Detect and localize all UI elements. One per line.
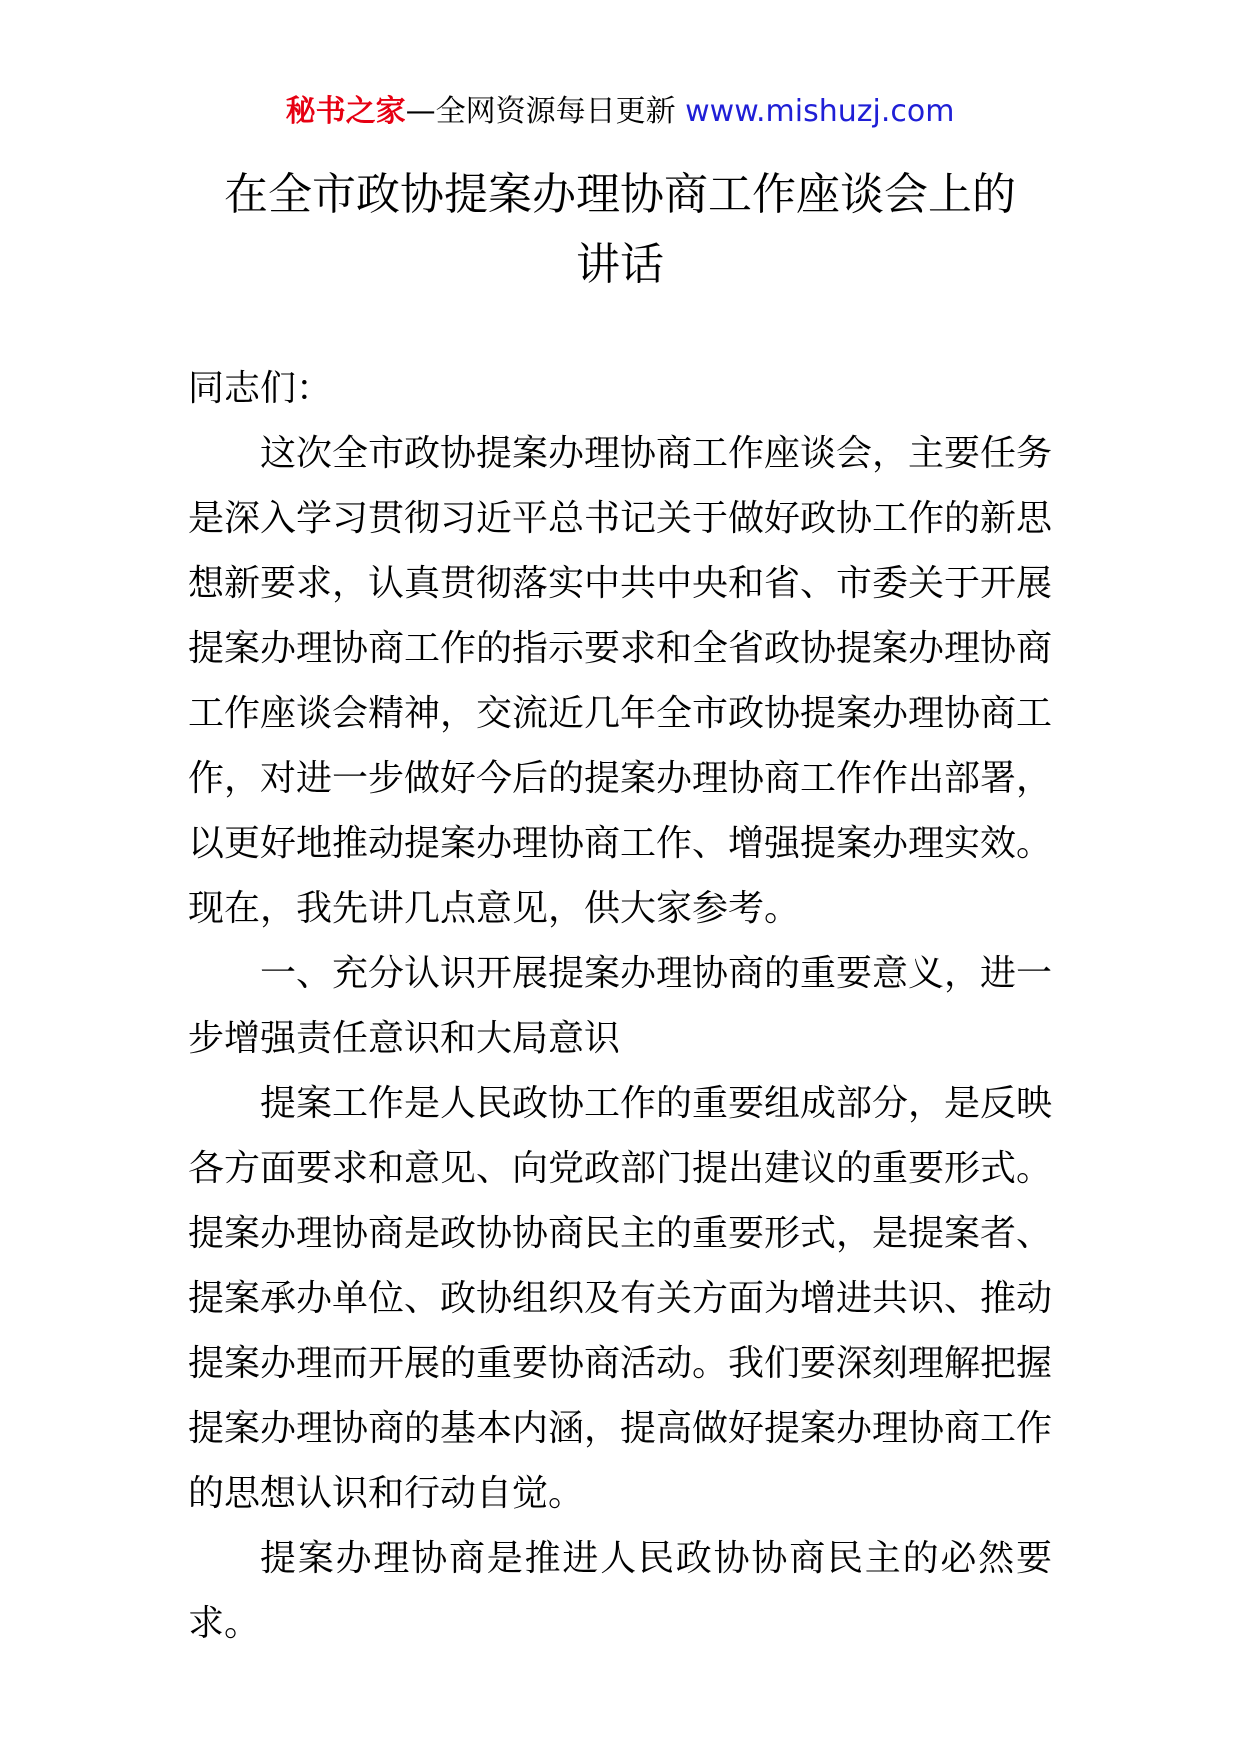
document-title: [170, 160, 1070, 300]
site-tagline: —全网资源每日更新: [405, 94, 676, 129]
salutation: 同志们：: [188, 368, 333, 409]
document-title-line-1: 在全市政协提案办理协商工作座谈会上的: [224, 169, 1016, 220]
paragraph-section-1: 提案工作是人民政协工作的重要组成部分，是反映各方面要求和意见、向党政部门提出建议的重要形式。提案办理协商是政协协商民主的重要形式，是提案者、提案承办单位、政协组织及有关方面为增进共识、推动提案办理而开展的重要协商活动。我们要深刻理解把握提案办理协商的基本内涵，提高做好提案办理协商工作的思想认识和行动自觉。: [188, 1083, 1053, 1514]
document-body: [188, 356, 1052, 1656]
paragraph-section-1-continued: 提案办理协商是推进人民政协协商民主的必然要求。: [188, 1538, 1052, 1644]
document-title-line-2: 讲话: [576, 239, 664, 290]
section-heading-1: 一、充分认识开展提案办理协商的重要意义，进一步增强责任意识和大局意识: [188, 953, 1053, 1059]
site-banner: [0, 92, 1240, 132]
paragraph-intro: 这次全市政协提案办理协商工作座谈会，主要任务是深入学习贯彻习近平总书记关于做好政协工作的新思想新要求，认真贯彻落实中共中央和省、市委关于开展提案办理协商工作的指示要求和全省政协提案办理协商工作座谈会精神，交流近几年全市政协提案办理协商工作，对进一步做好今后的提案办理协商工作作出部署，以更好地推动提案办理协商工作、增强提案办理实效。现在，我先讲几点意见，供大家参考。: [188, 433, 1053, 929]
site-url-link[interactable]: www.mishuzj.com: [685, 94, 955, 129]
site-brand: 秘书之家: [285, 94, 406, 129]
